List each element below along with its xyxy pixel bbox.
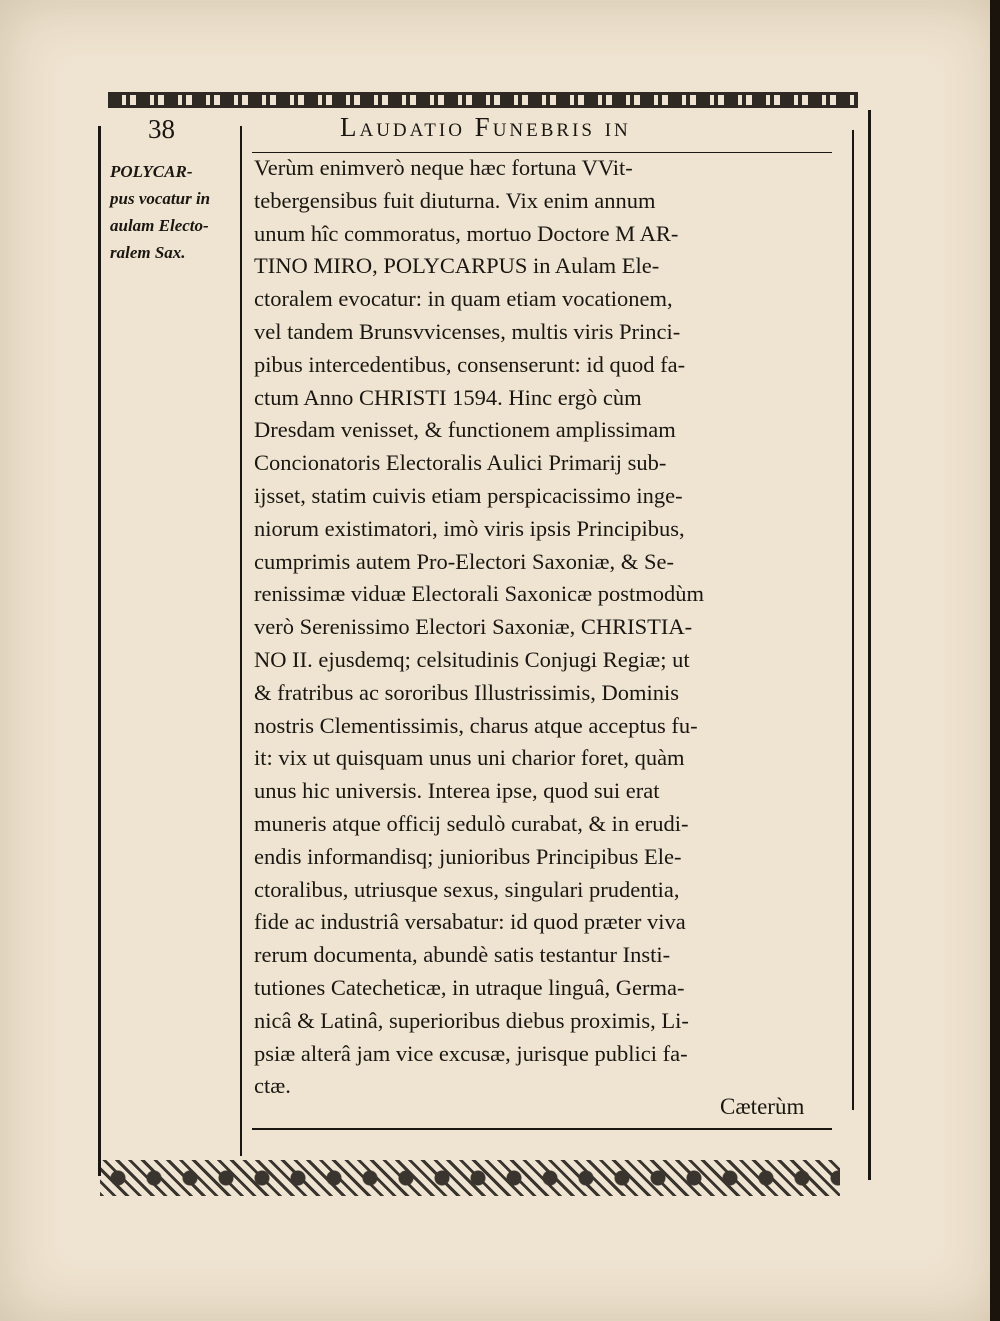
- outer-right-rule: [868, 110, 871, 1180]
- body-line: tutiones Catecheticæ, in utraque linguâ, Germa-: [254, 974, 685, 1000]
- body-line: fide ac industriâ versabatur: id quod præter viva: [254, 909, 686, 935]
- body-line: ctoralibus, utriusque sexus, singulari prudentia,: [254, 876, 680, 902]
- body-line: TINO MIRO, POLYCARPUS in Aulam Ele-: [254, 253, 660, 279]
- body-line: Concionatoris Electoralis Aulici Primarij sub-: [254, 450, 667, 476]
- body-line: nicâ & Latinâ, superioribus diebus proximis, Li-: [254, 1007, 689, 1033]
- margin-note: [110, 158, 238, 266]
- outer-left-rule: [98, 126, 101, 1176]
- body-line: vel tandem Brunsvvicenses, multis viris Princi-: [254, 318, 681, 344]
- body-line: rerum documenta, abundè satis testantur Insti-: [254, 942, 671, 968]
- body-line: verò Serenissimo Electori Saxoniæ, CHRISTIA-: [254, 614, 693, 640]
- margin-note-line: aulam Electo-: [110, 216, 209, 235]
- body-line: nostris Clementissimis, charus atque acceptus fu-: [254, 712, 698, 738]
- body-line: ctæ.: [254, 1073, 291, 1099]
- body-line: cumprimis autem Pro-Electori Saxoniæ, & Se-: [254, 548, 674, 574]
- body-line: Verùm enimverò neque hæc fortuna VVit-: [254, 155, 633, 180]
- body-line: ijsset, statim cuivis etiam perspicacissimo inge-: [254, 482, 683, 508]
- body-line: it: vix ut quisquam unus uni charior foret, quàm: [254, 745, 685, 771]
- running-head: Laudatio Funebris in: [340, 112, 631, 142]
- body-line: niorum existimatori, imò viris ipsis Principibus,: [254, 515, 685, 541]
- top-ornament-border: [108, 92, 858, 108]
- body-line: muneris atque officij sedulò curabat, & in erudi-: [254, 810, 689, 836]
- margin-note-line: ralem Sax.: [110, 243, 186, 262]
- body-line: ctoralem evocatur: in quam etiam vocationem,: [254, 286, 673, 312]
- margin-note-line: pus vocatur in: [110, 189, 211, 208]
- page-number: 38: [148, 114, 175, 144]
- body-line: tebergensibus fuit diuturna. Vix enim annum: [254, 187, 656, 213]
- body-line: endis informandisq; junioribus Principibus Ele-: [254, 843, 682, 869]
- body-line: psiæ alterâ jam vice excusæ, jurisque publici fa-: [254, 1040, 688, 1066]
- body-line: Dresdam venisset, & functionem amplissimam: [254, 417, 676, 443]
- body-line: ctum Anno CHRISTI 1594. Hinc ergò cùm: [254, 384, 642, 410]
- body-text: [254, 152, 854, 1103]
- body-line: renissimæ viduæ Electorali Saxonicæ postmodùm: [254, 581, 704, 607]
- page-edge: [990, 0, 1000, 1321]
- body-line: NO II. ejusdemq; celsitudinis Conjugi Regiæ; ut: [254, 646, 690, 672]
- margin-note-line: POLYCAR-: [110, 162, 193, 181]
- column-divider-rule: [240, 126, 242, 1156]
- body-line: unus hic universis. Interea ipse, quod sui erat: [254, 778, 660, 804]
- body-line: & fratribus ac sororibus Illustrissimis, Dominis: [254, 679, 679, 705]
- bottom-ornament-border: [100, 1160, 840, 1196]
- body-line: unum hîc commoratus, mortuo Doctore M AR-: [254, 220, 679, 246]
- foot-rule: [252, 1128, 832, 1130]
- catchword: Cæterùm: [720, 1094, 805, 1119]
- body-line: pibus intercedentibus, consenserunt: id quod fa-: [254, 351, 686, 377]
